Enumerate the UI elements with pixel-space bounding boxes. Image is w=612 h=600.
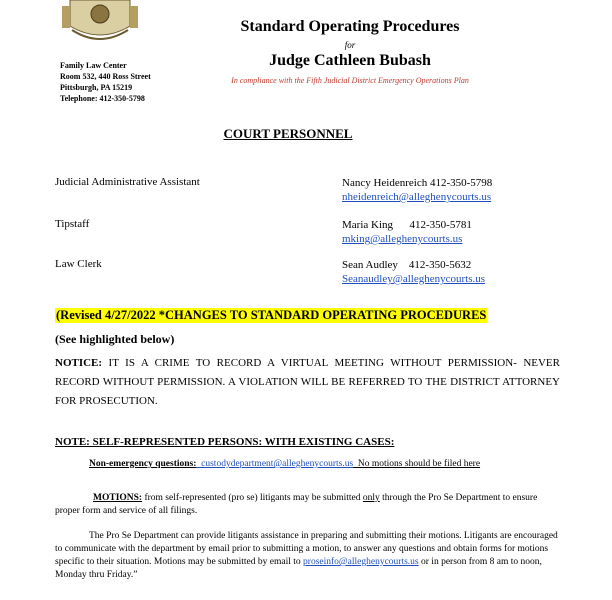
revised-notice: (Revised 4/27/2022 *CHANGES TO STANDARD OPERATING PROCEDURES [56, 308, 487, 322]
address-line: Pittsburgh, PA 15219 [60, 83, 133, 92]
judge-name: Judge Cathleen Bubash [269, 52, 431, 69]
pro-se-text-a: The Pro Se Department can provide litigants assistance in preparing and submitting their motions. Litigants are encouraged to communicate with the department by email prior to submitting a motion, to answer any questions and obtain forms for motions specific to their situation. Motions may be submitted by email to [55, 531, 558, 567]
document-title: Standard Operating Procedures [240, 18, 460, 35]
motions-text-a: from self-represented (pro se) litigants may be submitted [142, 493, 363, 503]
compliance-note: In compliance with the Fifth Judicial District Emergency Operations Plan [231, 76, 469, 85]
non-emergency-paragraph [55, 458, 560, 471]
address-line: Family Law Center [60, 61, 127, 70]
personnel-role: Law Clerk [55, 258, 102, 270]
personnel-role: Tipstaff [55, 218, 90, 230]
non-emergency-label: Non-emergency questions: [89, 459, 197, 469]
motions-paragraph [55, 492, 560, 518]
motions-text-b: through the Pro Se Department to ensure proper form and service of all filings. [55, 493, 538, 516]
see-highlighted: (See highlighted below) [55, 332, 175, 346]
notice-label: NOTICE: [55, 357, 103, 369]
court-address [60, 60, 220, 104]
notice-text: IT IS A CRIME TO RECORD A VIRTUAL MEETING WITHOUT PERMISSION- NEVER RECORD WITHOUT PERMISSION. A VIOLATION WILL BE REFERRED TO THE DISTRICT ATTORNEY FOR PROSECUTION. [55, 357, 560, 407]
section-title: COURT PERSONNEL [223, 126, 353, 141]
contact-name-phone: Sean Audley 412-350-5632 [342, 259, 472, 271]
custody-email-link[interactable]: custodydepartment@alleghenycourts.us [196, 459, 354, 469]
contact-email-link[interactable]: Seanaudley@alleghenycourts.us [342, 273, 486, 285]
address-line: Room 532, 440 Ross Street [60, 72, 151, 81]
title-for: for [344, 40, 356, 50]
recording-notice [55, 354, 560, 411]
contact-email-link[interactable]: nheidenreich@alleghenycourts.us [342, 191, 492, 203]
pro-se-text-b: or in person from 8 am to noon, Monday thru Friday.” [55, 557, 542, 580]
court-seal-icon [60, 0, 140, 44]
address-line: Telephone: 412-350-5798 [60, 94, 145, 103]
personnel-contact [342, 218, 472, 246]
pro-se-paragraph [55, 530, 560, 582]
personnel-role: Judicial Administrative Assistant [55, 176, 200, 188]
personnel-contact [342, 258, 485, 286]
motions-only: only [362, 493, 380, 503]
personnel-contact [342, 176, 492, 204]
note-heading: NOTE: SELF-REPRESENTED PERSONS: WITH EXISTING CASES: [55, 436, 395, 448]
motions-label: MOTIONS: [93, 493, 143, 503]
proseinfo-email-link[interactable]: proseinfo@alleghenycourts.us [303, 557, 419, 567]
no-motions-note: No motions should be filed here [353, 459, 481, 469]
contact-name-phone: Maria King 412-350-5781 [342, 219, 472, 231]
contact-name-phone: Nancy Heidenreich 412-350-5798 [342, 177, 493, 189]
contact-email-link[interactable]: mking@alleghenycourts.us [342, 233, 463, 245]
